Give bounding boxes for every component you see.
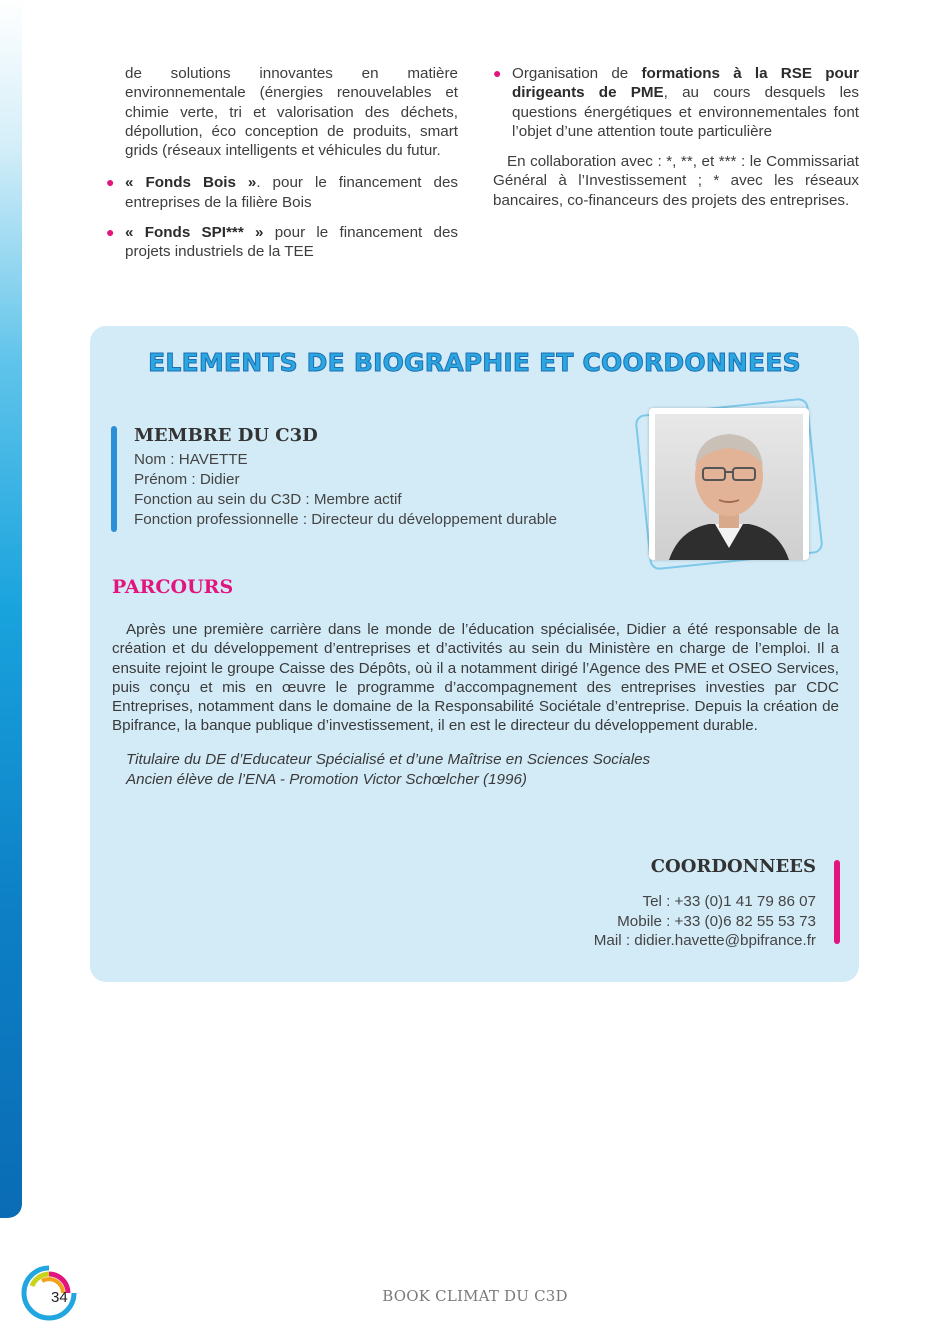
- portrait-photo: [649, 408, 809, 560]
- diploma-line: Titulaire du DE d’Educateur Spécialisé et d’une Maîtrise en Sciences Sociales: [126, 751, 651, 768]
- parcours-heading: PARCOURS: [112, 576, 234, 598]
- email-address: Mail : didier.havette@bpifrance.fr: [593, 932, 816, 949]
- diploma-line: Ancien élève de l’ENA - Promotion Victor Schœlcher (1996): [126, 770, 527, 788]
- biography-title: ELEMENTS DE BIOGRAPHIE ET COORDONNEES: [148, 348, 801, 377]
- list-item-bold: formations à la RSE pour dirigeants de PME: [512, 65, 859, 102]
- right-column: [493, 64, 859, 210]
- member-info: [134, 426, 614, 530]
- bullet-icon: ●: [106, 174, 115, 191]
- collaboration-paragraph: En collaboration avec : *, **, et *** : le Commissariat Général à l’Investissement ; * avec les réseaux bancaires, co-financeurs des projets des entreprises.: [493, 153, 859, 209]
- coordonnees-accent-bar: [834, 860, 840, 944]
- mobile-number: Mobile : +33 (0)6 82 55 53 73: [617, 912, 816, 930]
- member-fonction-c3d: Fonction au sein du C3D : Membre actif: [134, 491, 402, 508]
- phone-number: Tel : +33 (0)1 41 79 86 07: [642, 893, 816, 910]
- list-item-bold: « Fonds Bois »: [125, 174, 257, 192]
- list-item-bold: « Fonds SPI*** »: [125, 224, 264, 242]
- member-nom: Nom : HAVETTE: [134, 451, 248, 468]
- left-column: [106, 64, 458, 273]
- biography-box: [90, 326, 859, 982]
- list-item-text: Organisation de: [512, 65, 642, 82]
- coordonnees: [594, 892, 816, 951]
- list-item-formations: [493, 64, 859, 141]
- list-item-fonds-bois: [106, 173, 458, 212]
- footer-title: BOOK CLIMAT DU C3D: [382, 1287, 568, 1305]
- coordonnees-heading: COORDONNEES: [650, 856, 816, 877]
- bullet-icon: ●: [106, 224, 115, 241]
- side-gradient-bar: [0, 0, 22, 1218]
- list-item-continuation: de solutions innovantes en matière environnementale (énergies renouvelables et chimie verte, tri et valorisation des déchets, dépollution, éco conception de produits, smart grids (réseaux intelligents et véhicules du futur.: [125, 65, 458, 160]
- member-accent-bar: [111, 426, 117, 532]
- portrait-illustration: [649, 408, 809, 560]
- list-item-text: . pour le financement des entreprises de la filière Bois: [125, 174, 458, 211]
- parcours-text: Après une première carrière dans le monde de l’éducation spécialisée, Didier a été responsable de la création et du développement d’entreprises et d’activités au sein du Ministère en charge de l’emploi. Il a ensuite rejoint le groupe Caisse des Dépôts, où il a notamment dirigé l’Agence des PME et OSEO Services, puis conçu et mis en œuvre le programme d’accompagnement des entreprises investies par CDC Entreprises, notamment dans le domaine de la Responsabilité Sociétale d’entreprise. Depuis la création de Bpifrance, la banque publique d’investissement, il en est le directeur du développement durable.: [112, 621, 839, 735]
- member-prenom: Prénom : Didier: [134, 471, 240, 488]
- list-item-text: pour le financement des projets industriels de la TEE: [125, 224, 458, 261]
- member-heading: MEMBRE DU C3D: [134, 425, 318, 446]
- list-item-fonds-spi: [106, 223, 458, 262]
- page-number: 34: [51, 1289, 68, 1306]
- list-item-text: , au cours desquels les questions énergétiques et environnementales font l’objet d’une attention toute particulière: [512, 84, 859, 140]
- bullet-icon: ●: [493, 65, 502, 81]
- diplomas: [126, 750, 650, 789]
- member-fonction-pro: Fonction professionnelle : Directeur du développement durable: [134, 511, 557, 528]
